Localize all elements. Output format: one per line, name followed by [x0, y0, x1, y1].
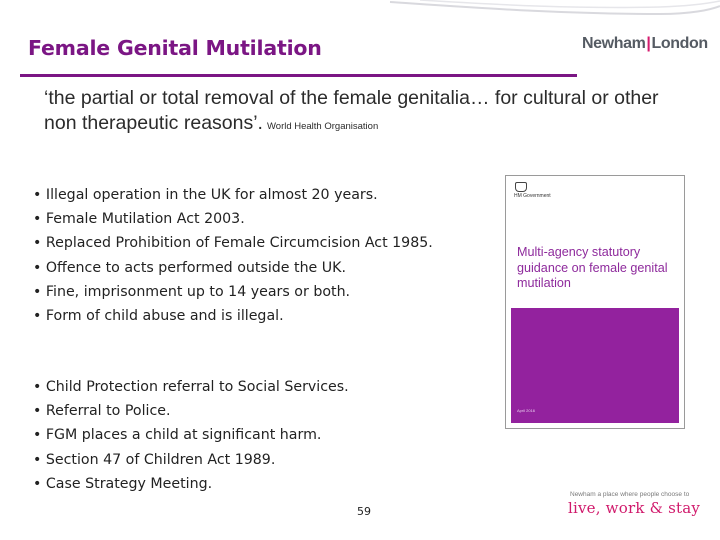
logo-newham: Newham	[582, 35, 646, 52]
legislation-bullet-list	[33, 183, 433, 328]
guidance-document-cover	[505, 175, 685, 429]
cover-title: Multi-agency statutory guidance on female genital mutilation	[517, 245, 668, 290]
cover-publisher: HM Government	[514, 193, 551, 199]
bullet-item: • FGM places a child at significant harm.	[33, 423, 349, 447]
page-number: 59	[357, 505, 371, 518]
bullet-item: • Form of child abuse and is illegal.	[33, 304, 433, 328]
bullet-item: • Case Strategy Meeting.	[33, 472, 349, 496]
logo-separator: |	[646, 35, 651, 52]
bullet-item: • Replaced Prohibition of Female Circumcision Act 1985.	[33, 231, 433, 255]
cover-purple-panel	[511, 308, 679, 423]
logo-london: London	[651, 35, 708, 52]
bullet-item: • Referral to Police.	[33, 399, 349, 423]
royal-crest-icon	[515, 182, 527, 192]
bullet-item: • Fine, imprisonment up to 14 years or both.	[33, 280, 433, 304]
quote-source: World Health Organisation	[266, 121, 379, 132]
quote-text: ‘the partial or total removal of the female genitalia… for cultural or other non therapeutic reasons’.	[44, 87, 659, 134]
footer-slogan: live, work & stay	[568, 499, 701, 517]
bullet-item: • Illegal operation in the UK for almost 20 years.	[33, 183, 433, 207]
bullet-item: • Child Protection referral to Social Services.	[33, 375, 349, 399]
newham-london-logo	[582, 35, 708, 53]
bullet-item: • Female Mutilation Act 2003.	[33, 207, 433, 231]
bullet-item: • Offence to acts performed outside the UK.	[33, 256, 433, 280]
action-bullet-list	[33, 375, 349, 496]
slide-title: Female Genital Mutilation	[28, 36, 322, 60]
cover-date: April 2016	[517, 408, 536, 413]
bullet-item: • Section 47 of Children Act 1989.	[33, 448, 349, 472]
title-underline	[20, 74, 577, 77]
footer-tagline: Newham a place where people choose to	[570, 491, 690, 498]
definition-quote	[44, 86, 684, 139]
